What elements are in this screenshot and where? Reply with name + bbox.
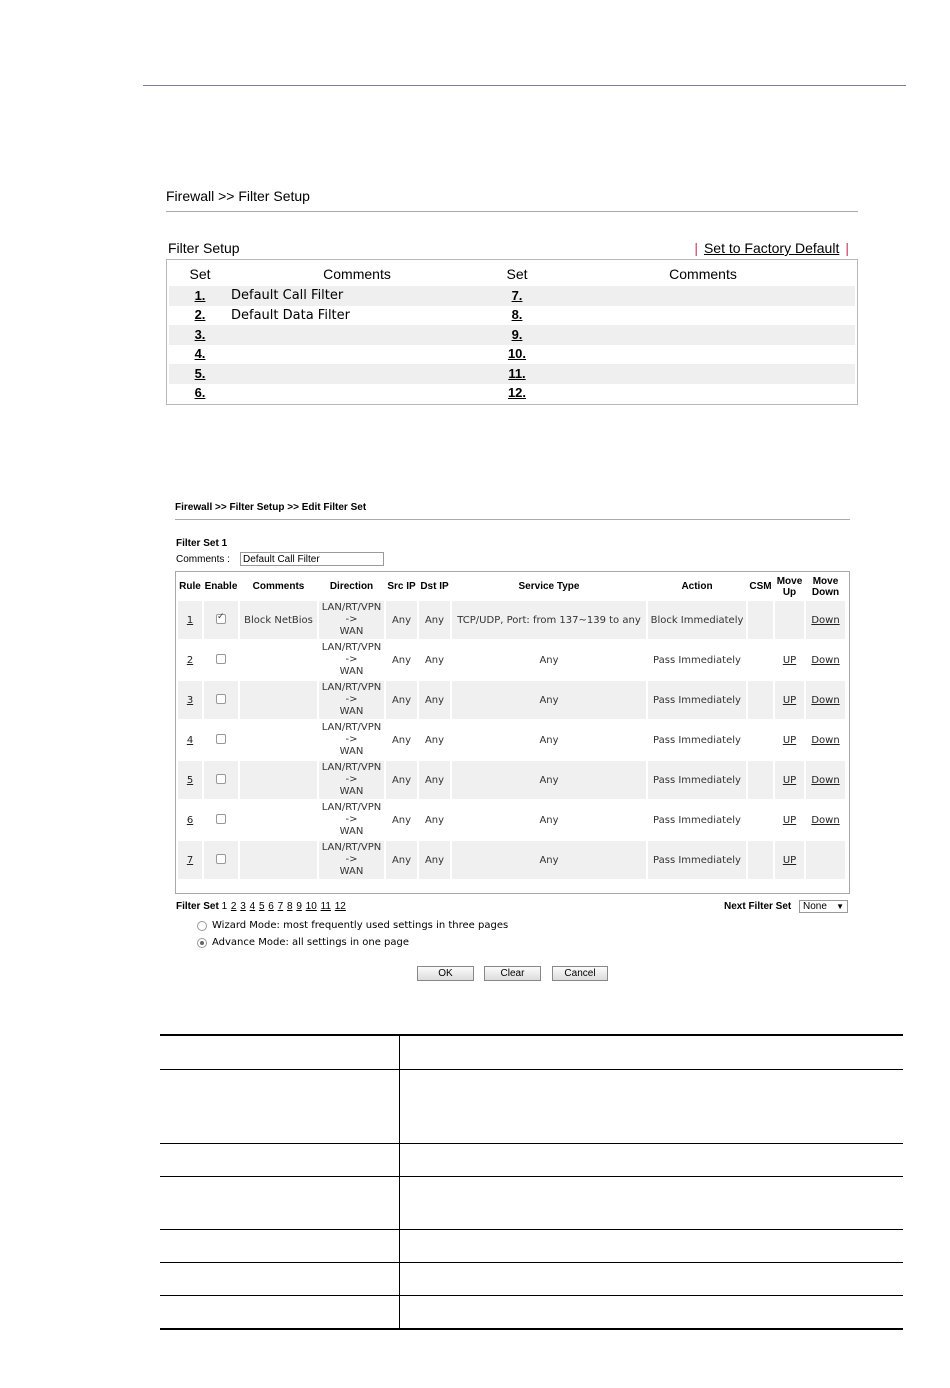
action-cell: Pass Immediately: [648, 801, 746, 839]
filter-set-link[interactable]: 5.: [194, 365, 206, 381]
column-header-comments: Comments: [323, 266, 391, 282]
advance-mode-label: Advance Mode: all settings in one page: [212, 937, 409, 948]
move-up-cell: [775, 841, 804, 879]
pager-link[interactable]: 9: [296, 901, 302, 912]
comment-cell: Default Call Filter: [231, 286, 483, 306]
move-up-link[interactable]: UP: [782, 854, 797, 866]
dst-ip-cell: Any: [419, 801, 450, 839]
filter-rules-box: [175, 571, 850, 894]
move-up-link[interactable]: UP: [782, 694, 797, 706]
direction-source: LAN/RT/VPN: [321, 682, 382, 693]
direction-cell: [319, 761, 384, 799]
move-up-cell: [775, 681, 804, 719]
rule-link[interactable]: 6: [186, 814, 194, 826]
column-header-dst-ip: Dst IP: [420, 581, 449, 592]
comments-cell: Block NetBios: [240, 601, 317, 639]
dst-ip-cell: Any: [419, 841, 450, 879]
column-divider: [399, 1230, 400, 1262]
rule-cell: [178, 801, 202, 839]
filter-set-link[interactable]: 3.: [194, 326, 206, 342]
dst-ip-cell: Any: [419, 721, 450, 759]
csm-cell: [748, 761, 773, 799]
move-up-cell: [775, 761, 804, 799]
column-divider: [399, 1036, 400, 1069]
rule-cell: [178, 761, 202, 799]
pager-link[interactable]: 3: [240, 901, 246, 912]
rule-cell: [178, 721, 202, 759]
src-ip-cell: Any: [386, 641, 417, 679]
comment-cell: [551, 286, 855, 306]
column-divider: [399, 1177, 400, 1229]
column-header-csm: CSM: [749, 581, 772, 592]
direction-source: LAN/RT/VPN: [321, 762, 382, 773]
direction-arrow: ->: [345, 814, 358, 825]
column-header-move-up: Move Up: [776, 575, 803, 598]
filter-set-link[interactable]: 2.: [194, 307, 206, 323]
column-header-move-down: Move Down: [811, 575, 840, 598]
direction-cell: [319, 681, 384, 719]
src-ip-cell: Any: [386, 601, 417, 639]
table-row: [160, 1036, 903, 1070]
filter-set-link[interactable]: 9.: [511, 326, 523, 342]
enable-checkbox[interactable]: [216, 854, 226, 864]
direction-target: WAN: [339, 866, 364, 877]
pager-link[interactable]: 12: [334, 901, 346, 912]
advance-mode-radio[interactable]: [197, 938, 207, 948]
move-up-cell: [775, 801, 804, 839]
pager-link[interactable]: 6: [268, 901, 274, 912]
table-row: [160, 1263, 903, 1296]
table-row: [178, 721, 845, 759]
table-row: [169, 306, 855, 326]
direction-target: WAN: [339, 826, 364, 837]
comments-cell: [240, 841, 317, 879]
separator: |: [845, 240, 849, 256]
move-down-link[interactable]: Down: [811, 734, 840, 746]
table-row: [169, 384, 855, 404]
filter-set-pager: [176, 901, 346, 912]
enable-cell: [204, 601, 238, 639]
comment-cell: Default Data Filter: [231, 307, 350, 323]
enable-cell: [204, 641, 238, 679]
direction-target: WAN: [339, 746, 364, 757]
move-up-link[interactable]: UP: [782, 814, 797, 826]
set-cell: [483, 306, 551, 326]
rule-link[interactable]: 4: [186, 734, 194, 746]
move-down-cell: [806, 721, 845, 759]
table-row: [160, 1296, 903, 1328]
csm-cell: [748, 681, 773, 719]
comments-cell: [240, 721, 317, 759]
comments-label: Comments :: [176, 554, 230, 565]
move-up-link[interactable]: UP: [782, 734, 797, 746]
direction-arrow: ->: [345, 654, 358, 665]
edit-breadcrumb: Firewall >> Filter Setup >> Edit Filter Set: [175, 502, 367, 513]
move-down-cell: [806, 841, 845, 879]
move-up-cell: [775, 721, 804, 759]
direction-cell: [319, 641, 384, 679]
direction-source: LAN/RT/VPN: [321, 602, 382, 613]
dst-ip-cell: Any: [419, 641, 450, 679]
page-header-rule: [143, 85, 906, 86]
set-cell: [169, 364, 231, 384]
enable-checkbox[interactable]: [216, 694, 226, 704]
csm-cell: [748, 601, 773, 639]
enable-cell: [204, 761, 238, 799]
dst-ip-cell: Any: [419, 761, 450, 799]
comment-cell: [231, 364, 483, 384]
wizard-mode-radio[interactable]: [197, 921, 207, 931]
filter-set-label: Filter Set 1: [176, 538, 228, 549]
set-cell: [169, 345, 231, 365]
rule-link[interactable]: 2: [186, 654, 194, 666]
set-to-factory-default-link[interactable]: Set to Factory Default: [703, 240, 840, 256]
set-cell: [169, 384, 231, 404]
pager-link[interactable]: 5: [258, 901, 265, 912]
column-header-src-ip: Src IP: [387, 581, 416, 592]
breadcrumb-divider: [175, 519, 850, 520]
action-cell: Pass Immediately: [648, 641, 746, 679]
direction-arrow: ->: [345, 614, 358, 625]
set-cell: [483, 325, 551, 345]
action-cell: Pass Immediately: [648, 761, 746, 799]
filter-rules-table: [176, 572, 847, 881]
table-row: [160, 1070, 903, 1144]
rule-cell: [178, 841, 202, 879]
enable-cell: [204, 721, 238, 759]
dst-ip-cell: Any: [419, 681, 450, 719]
src-ip-cell: Any: [386, 801, 417, 839]
filter-set-link[interactable]: 4.: [194, 346, 206, 362]
filter-set-link[interactable]: 7.: [511, 287, 523, 303]
pager-current: 1: [221, 901, 228, 912]
direction-cell: [319, 841, 384, 879]
enable-checkbox[interactable]: [216, 654, 226, 664]
src-ip-cell: Any: [386, 681, 417, 719]
move-down-cell: [806, 761, 845, 799]
table-row: [169, 325, 855, 345]
csm-cell: [748, 721, 773, 759]
table-row: [178, 761, 845, 799]
set-cell: [483, 286, 551, 306]
table-row: [178, 641, 845, 679]
rule-cell: [178, 601, 202, 639]
filter-set-link[interactable]: 12.: [507, 385, 527, 401]
column-divider: [399, 1296, 400, 1328]
enable-cell: [204, 841, 238, 879]
comment-cell: [551, 345, 855, 365]
column-header-service-type: Service Type: [518, 581, 580, 592]
move-down-cell: [806, 641, 845, 679]
action-cell: Block Immediately: [648, 601, 746, 639]
move-down-link[interactable]: Down: [811, 814, 840, 826]
csm-cell: [748, 801, 773, 839]
action-cell: Pass Immediately: [648, 681, 746, 719]
csm-cell: [748, 841, 773, 879]
pager-link[interactable]: 2: [230, 901, 237, 912]
pager-link[interactable]: 10: [305, 901, 317, 912]
direction-target: WAN: [339, 706, 364, 717]
table-row: [178, 601, 845, 639]
move-down-link[interactable]: Down: [811, 774, 840, 786]
direction-source: LAN/RT/VPN: [321, 842, 382, 853]
dropdown-arrow-icon: ▼: [836, 902, 844, 911]
column-header-rule: Rule: [179, 581, 201, 592]
dst-ip-cell: Any: [419, 601, 450, 639]
select-value: None: [803, 901, 827, 912]
service-type-cell: Any: [452, 841, 646, 879]
enable-checkbox[interactable]: [216, 774, 226, 784]
comments-cell: [240, 761, 317, 799]
enable-checkbox[interactable]: [216, 614, 226, 624]
pager-label: Filter Set: [176, 901, 219, 912]
factory-default-area: [688, 240, 855, 256]
set-cell: [483, 364, 551, 384]
move-up-cell: [775, 641, 804, 679]
move-down-link[interactable]: Down: [811, 694, 840, 706]
move-down-cell: [806, 801, 845, 839]
column-divider: [399, 1263, 400, 1295]
breadcrumb-divider: [166, 211, 858, 212]
set-cell: [169, 286, 231, 306]
column-header-comments: Comments: [669, 266, 737, 282]
direction-arrow: ->: [345, 694, 358, 705]
filter-set-link[interactable]: 6.: [194, 385, 206, 401]
filter-set-table-box: [166, 259, 858, 405]
rule-link[interactable]: 7: [186, 854, 194, 866]
pager-link[interactable]: 7: [277, 901, 284, 912]
comments-input[interactable]: Default Call Filter: [240, 552, 384, 566]
comments-cell: [240, 681, 317, 719]
move-down-link[interactable]: Down: [811, 654, 840, 666]
direction-target: WAN: [339, 786, 364, 797]
direction-arrow: ->: [345, 774, 358, 785]
src-ip-cell: Any: [386, 841, 417, 879]
column-header-direction: Direction: [329, 581, 374, 592]
service-type-cell: TCP/UDP, Port: from 137~139 to any: [452, 601, 646, 639]
filter-set-table: [169, 262, 855, 403]
direction-arrow: ->: [345, 734, 358, 745]
action-cell: Pass Immediately: [648, 841, 746, 879]
set-cell: [169, 306, 231, 326]
ok-button[interactable]: OK: [417, 966, 474, 981]
table-row: [169, 364, 855, 384]
move-down-link[interactable]: Down: [811, 614, 840, 626]
comment-cell: [551, 364, 855, 384]
pager-link[interactable]: 8: [286, 901, 293, 912]
filter-set-link[interactable]: 1.: [194, 287, 206, 303]
table-row: [160, 1230, 903, 1263]
move-up-link[interactable]: UP: [782, 654, 797, 666]
wizard-mode-label: Wizard Mode: most frequently used settings in three pages: [212, 920, 509, 931]
direction-cell: [319, 601, 384, 639]
filter-setup-heading: Filter Setup: [168, 240, 240, 256]
src-ip-cell: Any: [386, 721, 417, 759]
comment-cell: [551, 384, 855, 404]
move-down-cell: [806, 681, 845, 719]
column-header-enable: Enable: [204, 581, 238, 592]
pager-link[interactable]: 11: [320, 901, 331, 912]
direction-target: WAN: [339, 666, 364, 677]
table-row: [178, 681, 845, 719]
rule-cell: [178, 641, 202, 679]
comment-cell: [551, 325, 855, 345]
column-header-set: Set: [189, 266, 211, 282]
direction-cell: [319, 721, 384, 759]
column-header-set: Set: [506, 266, 528, 282]
table-row: [160, 1144, 903, 1177]
set-cell: [483, 384, 551, 404]
service-type-cell: Any: [452, 721, 646, 759]
set-cell: [483, 345, 551, 365]
set-cell: [169, 325, 231, 345]
rule-link[interactable]: 3: [186, 694, 194, 706]
move-up-cell: [775, 601, 804, 639]
enable-cell: [204, 801, 238, 839]
table-row: [160, 1177, 903, 1230]
table-row: [178, 801, 845, 839]
comment-cell: [231, 325, 483, 345]
comment-cell: [231, 384, 483, 404]
rule-link[interactable]: 1: [186, 614, 194, 626]
next-filter-set-select[interactable]: [799, 900, 848, 913]
column-header-comments: Comments: [252, 581, 305, 592]
service-type-cell: Any: [452, 681, 646, 719]
service-type-cell: Any: [452, 801, 646, 839]
src-ip-cell: Any: [386, 761, 417, 799]
action-cell: Pass Immediately: [648, 721, 746, 759]
filter-set-link[interactable]: 10.: [507, 346, 527, 362]
table-row: [169, 345, 855, 365]
clear-button[interactable]: Clear: [484, 966, 541, 981]
move-up-link[interactable]: UP: [782, 774, 797, 786]
pager-link[interactable]: 4: [249, 901, 256, 912]
enable-checkbox[interactable]: [216, 734, 226, 744]
csm-cell: [748, 641, 773, 679]
direction-arrow: ->: [345, 854, 358, 865]
next-filter-set-label: Next Filter Set: [724, 901, 792, 912]
direction-source: LAN/RT/VPN: [321, 642, 382, 653]
comment-cell: [551, 306, 855, 326]
rule-link[interactable]: 5: [186, 774, 194, 786]
comments-cell: [240, 641, 317, 679]
service-type-cell: Any: [452, 641, 646, 679]
description-table: [160, 1034, 903, 1330]
enable-checkbox[interactable]: [216, 814, 226, 824]
service-type-cell: Any: [452, 761, 646, 799]
table-row: [169, 286, 855, 306]
direction-target: WAN: [339, 626, 364, 637]
filter-set-link[interactable]: 11.: [508, 365, 526, 381]
column-header-action: Action: [681, 581, 713, 592]
rule-cell: [178, 681, 202, 719]
enable-cell: [204, 681, 238, 719]
separator: |: [694, 240, 698, 256]
breadcrumb: Firewall >> Filter Setup: [166, 188, 310, 204]
column-divider: [399, 1144, 400, 1176]
move-down-cell: [806, 601, 845, 639]
direction-source: LAN/RT/VPN: [321, 722, 382, 733]
cancel-button[interactable]: Cancel: [552, 966, 608, 981]
comments-cell: [240, 801, 317, 839]
filter-set-link[interactable]: 8.: [511, 307, 523, 323]
comment-cell: [231, 345, 483, 365]
column-divider: [399, 1070, 400, 1143]
direction-cell: [319, 801, 384, 839]
table-row: [178, 841, 845, 879]
direction-source: LAN/RT/VPN: [321, 802, 382, 813]
